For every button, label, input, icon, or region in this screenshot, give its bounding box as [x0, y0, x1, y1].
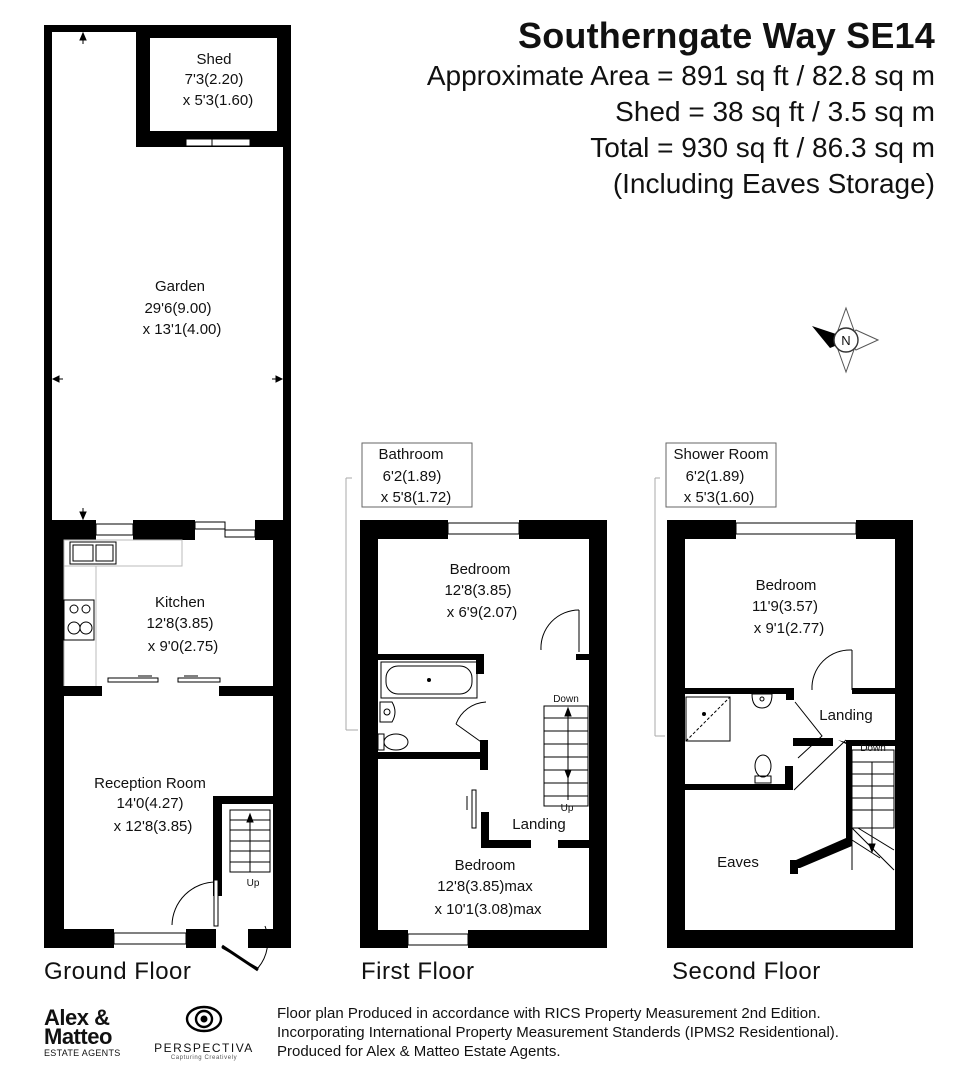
bathroom-dim2: x 5'8(1.72): [380, 489, 452, 506]
bedroom2-dim2: x 9'1(2.77): [753, 620, 825, 637]
shed-area: Shed = 38 sq ft / 3.5 sq m: [615, 96, 935, 127]
bedroom2-name: Bedroom: [755, 577, 817, 594]
ground-floor-windows: [96, 522, 255, 944]
first-stairs-up: Up: [560, 803, 574, 814]
eaves-name: Eaves: [717, 854, 759, 871]
eye-icon: [184, 1004, 224, 1034]
reception-name: Reception Room: [94, 775, 206, 792]
agent-logo-line1: Alex &: [44, 1005, 110, 1030]
studio-logo: [150, 1004, 258, 1061]
shed-name: Shed: [196, 51, 232, 68]
landing2-name: Landing: [819, 707, 873, 724]
kitchen-fittings: [64, 540, 220, 686]
garden-dim2: x 13'1(4.00): [142, 321, 222, 338]
approximate-area: Approximate Area = 891 sq ft / 82.8 sq m: [426, 60, 935, 91]
landing1-name: Landing: [512, 816, 566, 833]
garden-wall-left: [44, 25, 52, 520]
bedroom-front-dim2: x 6'9(2.07): [446, 604, 518, 621]
studio-tagline: Capturing Creatively: [170, 1055, 238, 1061]
footer-line3: Produced for Alex & Matteo Estate Agents.: [277, 1043, 561, 1060]
property-name: Southerngate Way SE14: [518, 15, 935, 56]
first-floor-label: First Floor: [361, 958, 475, 985]
kitchen-dim1: 12'8(3.85): [146, 615, 214, 632]
bedroom-rear-dim1: 12'8(3.85)max: [437, 878, 533, 895]
footer-notes: [277, 1004, 839, 1061]
bedroom-rear-dim2: x 10'1(3.08)max: [434, 901, 542, 918]
bedroom-rear-name: Bedroom: [454, 857, 516, 874]
studio-name: PERSPECTIVA: [154, 1041, 254, 1055]
shower-dim2: x 5'3(1.60): [683, 489, 755, 506]
area-note: (Including Eaves Storage): [612, 168, 935, 199]
footer-line1: Floor plan Produced in accordance with RICS Property Measurement 2nd Edition.: [277, 1005, 821, 1022]
second-stairs-down: Down: [860, 743, 886, 754]
agent-logo-line2: Matteo: [44, 1024, 112, 1049]
reception-dim2: x 12'8(3.85): [113, 818, 193, 835]
shed-dim1: 7'3(2.20): [184, 71, 244, 88]
agent-logo-sub: ESTATE AGENTS: [44, 1048, 121, 1058]
shower-name: Shower Room: [673, 446, 769, 463]
second-floor-label: Second Floor: [672, 958, 821, 985]
shed-dim2: x 5'3(1.60): [182, 92, 254, 109]
ground-floor-stairs: [230, 810, 270, 872]
second-floor-windows: [736, 523, 856, 534]
reception-dim1: 14'0(4.27): [116, 795, 184, 812]
bedroom-front-name: Bedroom: [449, 561, 511, 578]
bathroom-name: Bathroom: [378, 446, 444, 463]
kitchen-name: Kitchen: [154, 594, 206, 611]
ground-floor-label: Ground Floor: [44, 958, 192, 985]
first-stairs-down: Down: [553, 694, 579, 705]
shower-dim1: 6'2(1.89): [685, 468, 745, 485]
bedroom2-dim1: 11'9(3.57): [752, 598, 818, 615]
ground-stairs-up: Up: [246, 878, 260, 889]
footer-line2: Incorporating International Property Measurement Standerds (IPMS2 Residentional).: [277, 1024, 839, 1041]
compass-label: N: [841, 333, 851, 348]
property-title-block: [426, 15, 935, 199]
bedroom-front-dim1: 12'8(3.85): [444, 582, 512, 599]
agent-logo: [44, 1005, 121, 1058]
kitchen-dim2: x 9'0(2.75): [147, 638, 219, 655]
garden-name: Garden: [154, 278, 206, 295]
total-area: Total = 930 sq ft / 86.3 sq m: [590, 132, 935, 163]
second-floor-plan: [655, 443, 913, 948]
bathroom-dim1: 6'2(1.89): [382, 468, 442, 485]
garden-dim1: 29'6(9.00): [144, 300, 212, 317]
